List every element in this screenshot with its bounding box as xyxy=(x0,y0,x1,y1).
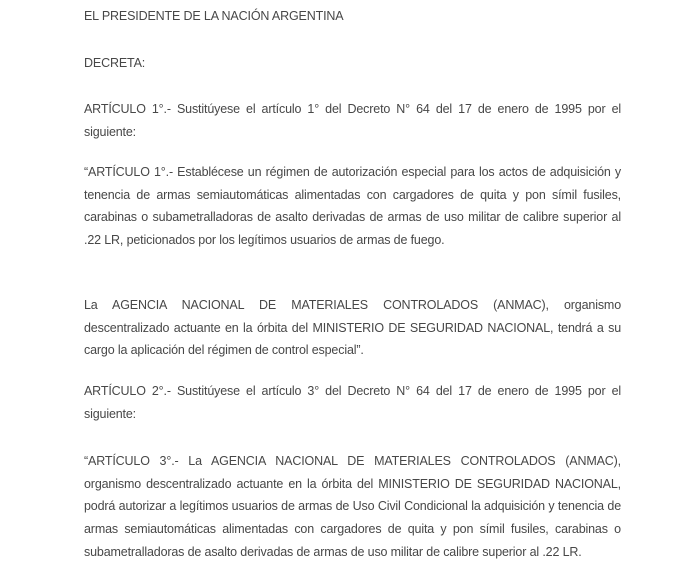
article-1-text: “ARTÍCULO 1°.- Establécese un régimen de autorización especial para los actos de adquisición y tenencia de armas semiautomáticas alimentadas con cargadores de quita y pon símil fusiles, carabinas o subametralladoras de asalto derivadas de armas de uso militar de calibre superior al .22 LR, peticionados por los legítimos usuarios de armas de fuego. xyxy=(84,165,621,248)
document-heading: EL PRESIDENTE DE LA NACIÓN ARGENTINA xyxy=(84,9,344,23)
decreta-label: DECRETA: xyxy=(84,56,146,70)
article-1-anmac-paragraph: La AGENCIA NACIONAL DE MATERIALES CONTROLADOS (ANMAC), organismo descentralizado actuante en la órbita del MINISTERIO DE SEGURIDAD NACIONAL, tendrá a su cargo la aplicación del régimen de control especial”. xyxy=(84,298,621,358)
article-2-intro: ARTÍCULO 2°.- Sustitúyese el artículo 3° del Decreto N° 64 del 17 de enero de 1995 por el siguiente: xyxy=(84,384,621,421)
article-1-intro: ARTÍCULO 1°.- Sustitúyese el artículo 1° del Decreto N° 64 del 17 de enero de 1995 por el siguiente: xyxy=(84,102,621,139)
article-3-text: “ARTÍCULO 3°.- La AGENCIA NACIONAL DE MATERIALES CONTROLADOS (ANMAC), organismo descentralizado actuante en la órbita del MINISTERIO DE SEGURIDAD NACIONAL, podrá autorizar a legítimos usuarios de armas de Uso Civil Condicional la adquisición y tenencia de armas semiautomáticas alimentadas con cargadores de quita y pon símil fusiles, carabinas o subametralladoras de asalto derivadas de armas de uso militar de calibre superior al .22 LR. xyxy=(84,454,621,559)
